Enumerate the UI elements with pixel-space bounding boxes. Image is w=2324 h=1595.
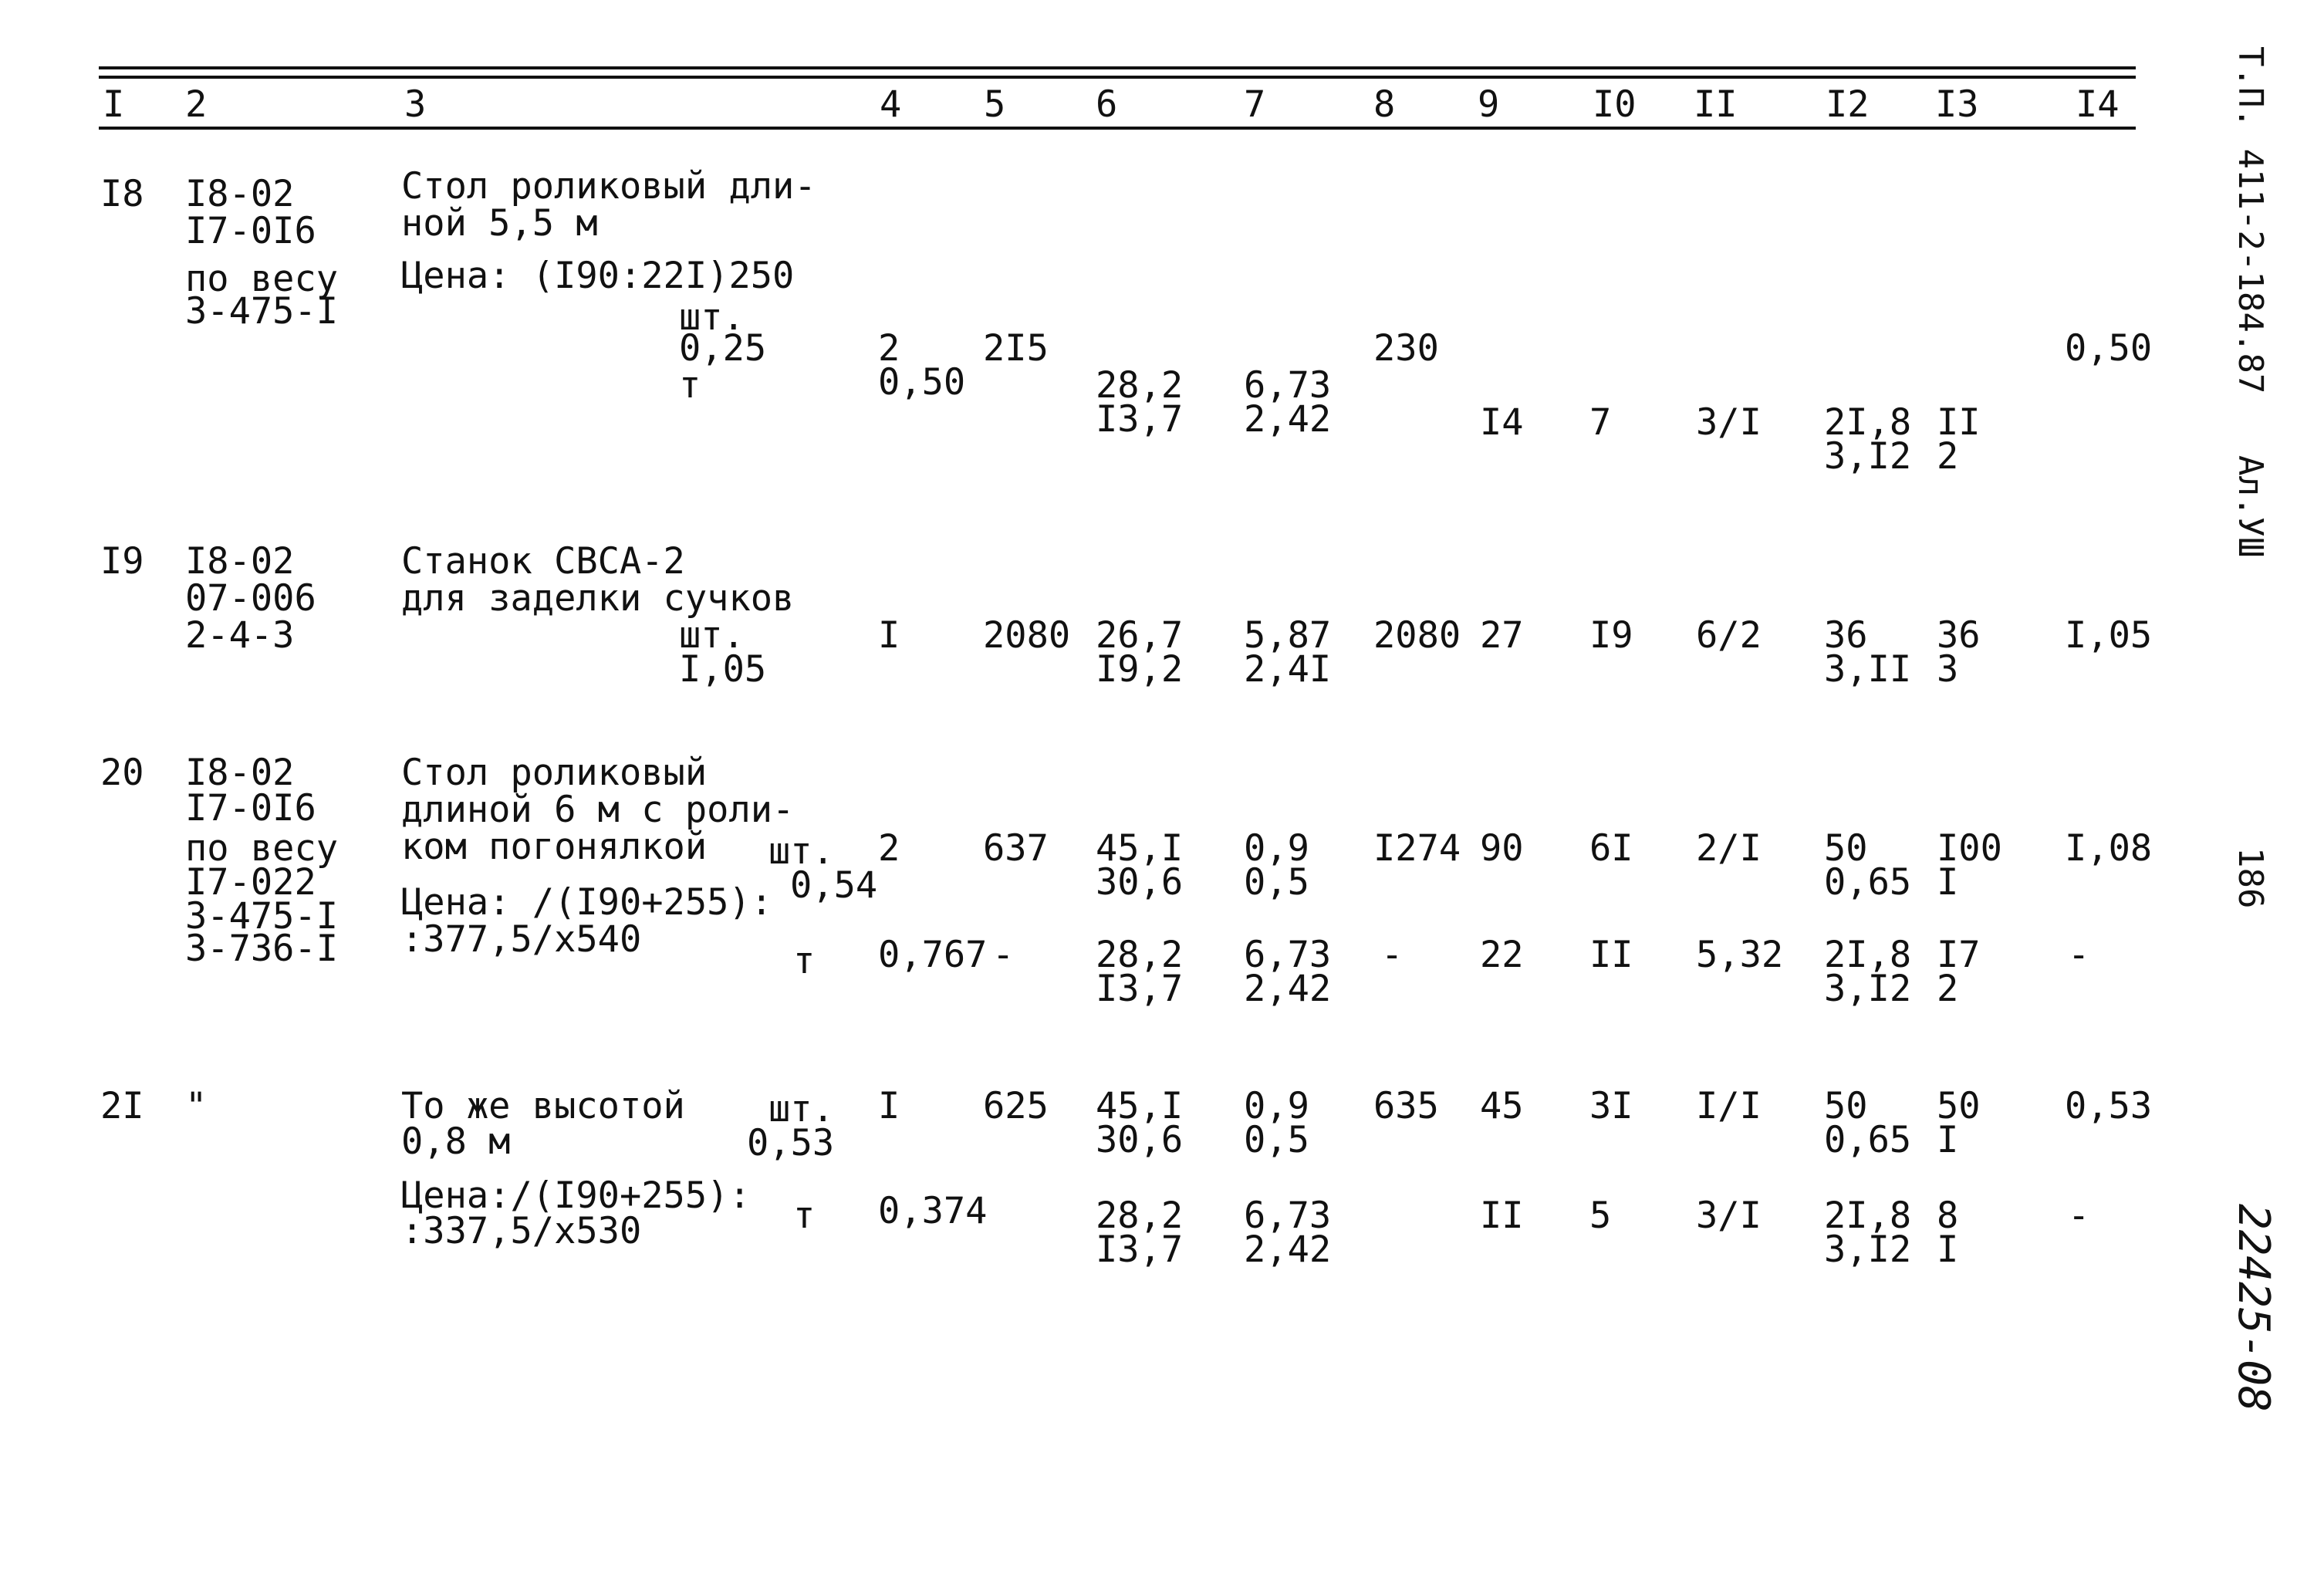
cell: I00: [1937, 827, 2002, 870]
cell: 7: [1589, 401, 1612, 444]
cell: 6/2: [1696, 614, 1762, 657]
cell: -: [1381, 934, 1404, 976]
cell: 5,32: [1696, 934, 1784, 976]
unit-label: т: [793, 940, 816, 982]
column-header: 8: [1373, 83, 1396, 126]
row-code: 07-006: [185, 577, 316, 620]
doc-code-label: Т.П. 411-2-184.87: [2231, 46, 2270, 394]
cell: 28,2: [1096, 364, 1184, 407]
cell: I7: [1937, 934, 1981, 976]
cell: 0,374: [878, 1190, 988, 1232]
cell: 0,9: [1244, 1085, 1309, 1127]
column-header: 3: [404, 83, 427, 126]
unit-label: т: [793, 1195, 816, 1237]
cell: I3,7: [1096, 968, 1184, 1010]
row-code: I8-02: [185, 752, 295, 794]
cell: 3/I: [1696, 1195, 1762, 1237]
cell: II: [1937, 401, 1981, 444]
cell: 5,87: [1244, 614, 1332, 657]
item-name: Стол роликовый: [401, 752, 708, 794]
item-name: ной 5,5 м: [401, 202, 598, 245]
cell: 2I,8: [1824, 401, 1912, 444]
column-header: I: [103, 83, 125, 126]
cell: 2080: [983, 614, 1071, 657]
cell: 6,73: [1244, 934, 1332, 976]
row-code: 3-475-I: [185, 290, 339, 333]
row-number: I9: [100, 540, 144, 583]
cell: I9,2: [1096, 648, 1184, 691]
cell: 0,5: [1244, 1119, 1309, 1161]
item-name: ком погонялкой: [401, 826, 708, 868]
quantity: 0,54: [790, 864, 878, 907]
cell: 625: [983, 1085, 1049, 1127]
cell: 50: [1937, 1085, 1981, 1127]
cell: I: [1937, 1119, 1959, 1161]
cell: 3,I2: [1824, 435, 1912, 478]
cell: 30,6: [1096, 1119, 1184, 1161]
row-code: I8-02: [185, 173, 295, 215]
cell: I3,7: [1096, 1228, 1184, 1271]
unit-label: т: [679, 364, 701, 407]
cell: 2I5: [983, 327, 1049, 370]
cell: I: [878, 614, 900, 657]
page-number: 186: [2231, 847, 2270, 909]
column-header: I4: [2076, 83, 2120, 126]
cell: 0,50: [2065, 327, 2153, 370]
cell: 6I: [1589, 827, 1633, 870]
cell: I,08: [2065, 827, 2153, 870]
row-code: 2-4-3: [185, 614, 295, 657]
cell: 3,I2: [1824, 968, 1912, 1010]
cell: 2,4I: [1244, 648, 1332, 691]
cell: 36: [1937, 614, 1981, 657]
cell: 2I,8: [1824, 934, 1912, 976]
cell: 3,II: [1824, 648, 1912, 691]
cell: I/I: [1696, 1085, 1762, 1127]
cell: 2,42: [1244, 1228, 1332, 1271]
item-name: длиной 6 м с роли-: [401, 789, 795, 831]
row-code: I7-022: [185, 861, 316, 904]
cell: 0,50: [878, 361, 966, 404]
unit-label: шт.: [679, 296, 745, 339]
cell: 0,53: [2065, 1085, 2153, 1127]
row-code: I7-0I6: [185, 787, 316, 830]
cell: 0,65: [1824, 861, 1912, 904]
cell: 45,I: [1096, 827, 1184, 870]
column-header: I2: [1826, 83, 1870, 126]
column-header: 6: [1096, 83, 1118, 126]
item-price: Цена: (I90:22I)250: [401, 255, 795, 297]
sheet-label: Ал.УШ: [2231, 455, 2270, 558]
cell: 8: [1937, 1195, 1959, 1237]
unit-label: шт.: [768, 1088, 834, 1130]
cell: 2: [1937, 968, 1959, 1010]
cell: I,05: [2065, 614, 2153, 657]
header-top-rule: [99, 66, 2136, 69]
row-code: по весу: [185, 258, 339, 300]
cell: 3,I2: [1824, 1228, 1912, 1271]
cell: 0,5: [1244, 861, 1309, 904]
column-header: 9: [1478, 83, 1500, 126]
cell: II: [1480, 1195, 1524, 1237]
cell: I9: [1589, 614, 1633, 657]
column-header: I0: [1593, 83, 1637, 126]
header-top-rule-2: [99, 76, 2136, 79]
cell: 230: [1373, 327, 1439, 370]
item-price: :337,5/х530: [401, 1210, 642, 1252]
cell: -: [2068, 1195, 2090, 1237]
item-name: 0,8 м: [401, 1120, 511, 1163]
cell: I4: [1480, 401, 1524, 444]
cell: 36: [1824, 614, 1868, 657]
cell: 0,65: [1824, 1119, 1912, 1161]
column-header: II: [1694, 83, 1738, 126]
cell: 22: [1480, 934, 1524, 976]
column-header: I3: [1935, 83, 1979, 126]
row-code: I7-0I6: [185, 210, 316, 252]
cell: 45: [1480, 1085, 1524, 1127]
cell: 635: [1373, 1085, 1439, 1127]
cell: 2: [1937, 435, 1959, 478]
cell: 27: [1480, 614, 1524, 657]
item-name: Стол роликовый дли-: [401, 165, 816, 208]
cell: 28,2: [1096, 934, 1184, 976]
column-header: 4: [880, 83, 902, 126]
quantity: I,05: [679, 648, 767, 691]
row-number: I8: [100, 173, 144, 215]
cell: 50: [1824, 1085, 1868, 1127]
cell: 30,6: [1096, 861, 1184, 904]
row-number: 20: [100, 752, 144, 794]
item-price: :377,5/х540: [401, 918, 642, 961]
row-code: по весу: [185, 827, 339, 870]
cell: -: [2068, 934, 2090, 976]
cell: 6,73: [1244, 364, 1332, 407]
row-code: I8-02: [185, 540, 295, 583]
cell: I3,7: [1096, 398, 1184, 441]
cell: I: [1937, 861, 1959, 904]
cell: 2080: [1373, 614, 1461, 657]
quantity: 0,25: [679, 327, 767, 370]
cell: 28,2: [1096, 1195, 1184, 1237]
cell: I274: [1373, 827, 1461, 870]
header-bottom-rule: [99, 127, 2136, 130]
inventory-number: 22425-08: [2228, 1204, 2278, 1412]
column-header: 7: [1244, 83, 1266, 126]
cell: 637: [983, 827, 1049, 870]
cell: I: [1937, 1228, 1959, 1271]
quantity: 0,53: [747, 1122, 835, 1164]
cell: -: [992, 934, 1015, 976]
item-name: Станок СВСА-2: [401, 540, 685, 583]
row-number: 2I: [100, 1085, 144, 1127]
item-name: для заделки сучков: [401, 577, 795, 620]
row-code: 3-475-I: [185, 895, 339, 938]
cell: 90: [1480, 827, 1524, 870]
cell: 2: [878, 827, 900, 870]
item-name: То же высотой: [401, 1085, 685, 1127]
column-header: 2: [185, 83, 208, 126]
cell: 50: [1824, 827, 1868, 870]
cell: 2: [878, 327, 900, 370]
unit-label: шт.: [679, 614, 745, 657]
cell: 2,42: [1244, 968, 1332, 1010]
item-price: Цена: /(I90+255):: [401, 881, 773, 924]
unit-label: шт.: [768, 830, 834, 873]
cell: 3/I: [1696, 401, 1762, 444]
cell: I: [878, 1085, 900, 1127]
cell: 0,9: [1244, 827, 1309, 870]
cell: 3I: [1589, 1085, 1633, 1127]
cell: 3: [1937, 648, 1959, 691]
cell: II: [1589, 934, 1633, 976]
cell: 0,767: [878, 934, 988, 976]
column-header: 5: [984, 83, 1006, 126]
cell: 2/I: [1696, 827, 1762, 870]
cell: 6,73: [1244, 1195, 1332, 1237]
row-code: 3-736-I: [185, 928, 339, 970]
cell: 2I,8: [1824, 1195, 1912, 1237]
cell: 5: [1589, 1195, 1612, 1237]
cell: 45,I: [1096, 1085, 1184, 1127]
item-price: Цена:/(I90+255):: [401, 1174, 751, 1217]
cell: 2,42: [1244, 398, 1332, 441]
row-code: ": [185, 1085, 208, 1127]
cell: 26,7: [1096, 614, 1184, 657]
